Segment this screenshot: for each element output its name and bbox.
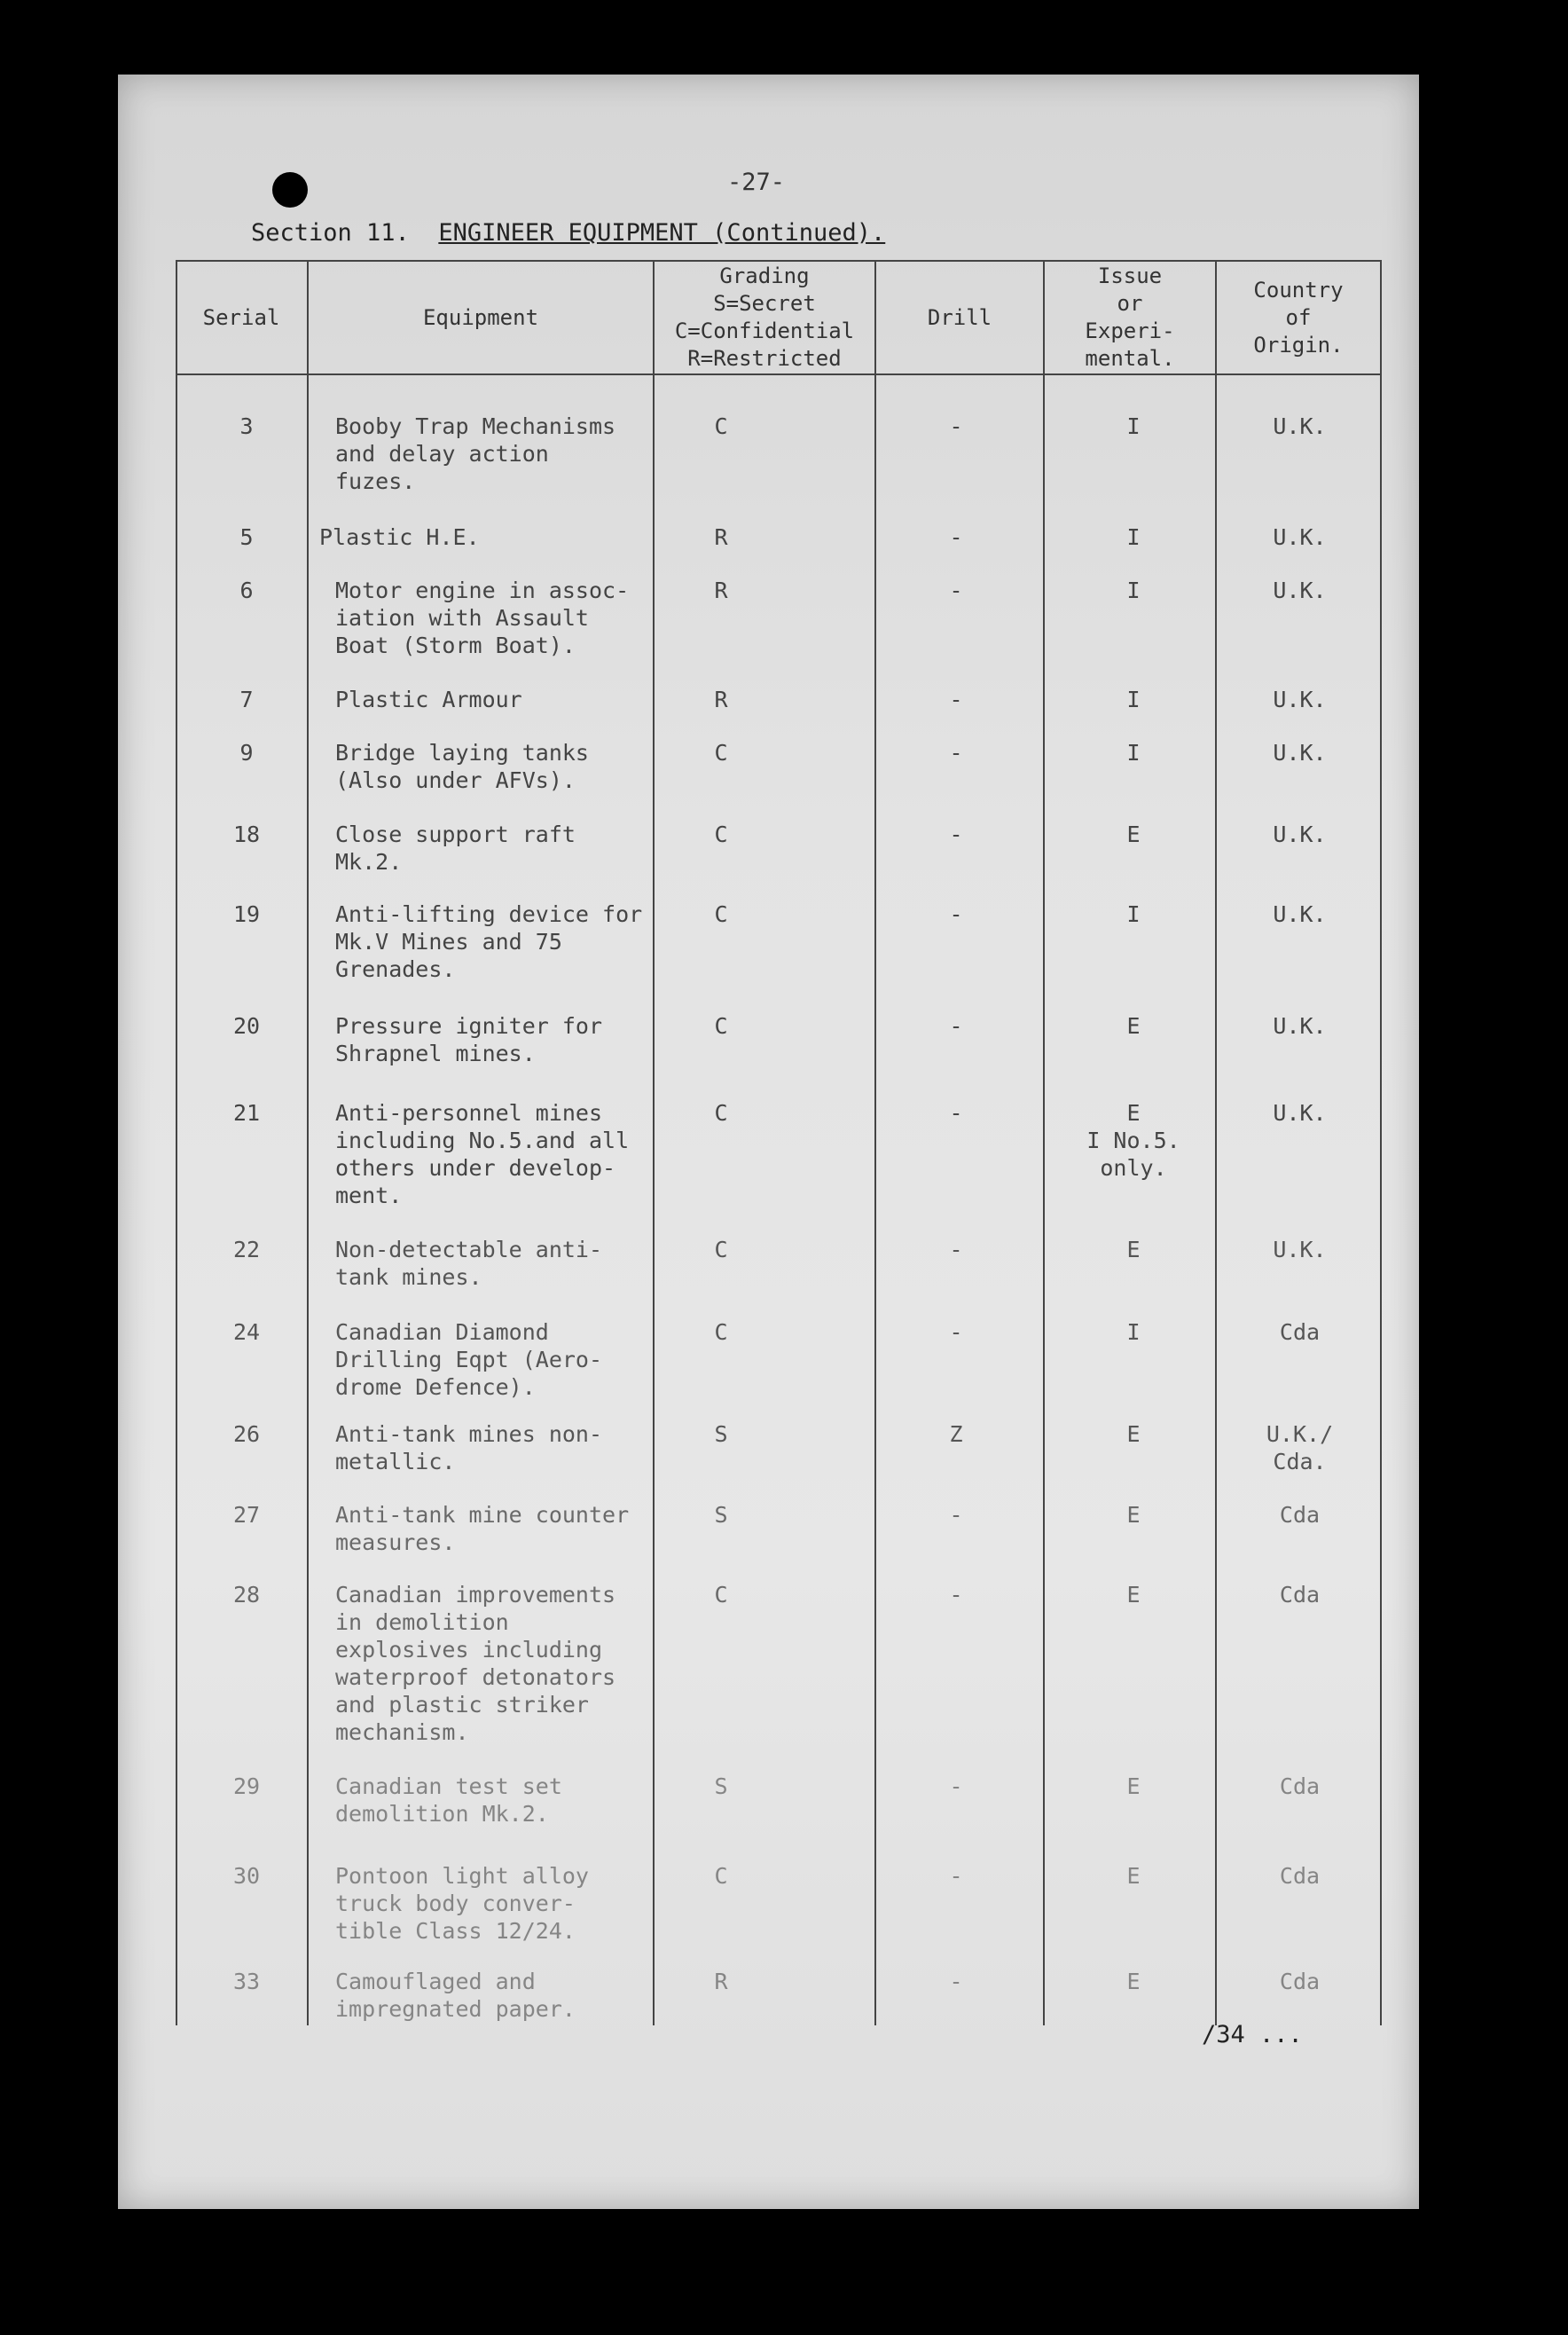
equipment-cell: Bridge laying tanks (Also under AFVs).: [335, 740, 589, 793]
header-serial: Serial: [202, 304, 280, 330]
country-cell: Cda: [1279, 1319, 1321, 1345]
equipment-cell: Canadian test set demolition Mk.2.: [335, 1773, 562, 1827]
continuation-note: /34 ...: [1202, 2021, 1303, 2048]
serial-cell: 9: [239, 740, 254, 766]
page-number: -27-: [727, 169, 786, 196]
grading-cell: S: [714, 1773, 728, 1799]
issue-cell: E I No.5. only.: [1086, 1100, 1180, 1181]
equipment-cell: Plastic H.E.: [319, 524, 480, 550]
issue-cell: E: [1126, 1502, 1141, 1528]
equipment-table: [176, 260, 1382, 2025]
serial-cell: 22: [232, 1237, 261, 1262]
serial-cell: 26: [232, 1421, 261, 1447]
country-cell: U.K.: [1273, 1237, 1327, 1262]
grading-cell: R: [714, 687, 728, 712]
country-cell: U.K.: [1273, 822, 1327, 847]
equipment-cell: Plastic Armour: [335, 687, 522, 712]
drill-cell: -: [949, 578, 963, 603]
section-heading: [251, 219, 885, 247]
equipment-cell: Non-detectable anti- tank mines.: [335, 1237, 603, 1290]
grading-cell: C: [714, 1237, 728, 1262]
issue-cell: I: [1126, 687, 1141, 712]
serial-cell: 27: [232, 1502, 261, 1528]
drill-cell: -: [949, 524, 963, 550]
equipment-cell: Anti-personnel mines including No.5.and all others under develop- ment.: [335, 1100, 630, 1208]
equipment-cell: Close support raft Mk.2.: [335, 822, 576, 875]
equipment-cell: Pontoon light alloy truck body conver- tible Class 12/24.: [335, 1863, 589, 1944]
section-prefix: Section 11.: [251, 219, 410, 247]
grading-cell: C: [714, 901, 728, 927]
grading-cell: R: [714, 524, 728, 550]
equipment-cell: Anti-lifting device for Mk.V Mines and 75 Grenades.: [335, 901, 643, 982]
serial-cell: 18: [232, 822, 261, 847]
grading-cell: R: [714, 578, 728, 603]
grading-cell: S: [714, 1502, 728, 1528]
equipment-cell: Anti-tank mine counter measures.: [335, 1502, 630, 1555]
equipment-cell: Anti-tank mines non- metallic.: [335, 1421, 603, 1474]
equipment-cell: Pressure igniter for Shrapnel mines.: [335, 1013, 603, 1066]
drill-cell: -: [949, 687, 963, 712]
section-title: ENGINEER EQUIPMENT (Continued).: [438, 219, 886, 247]
header-equipment: Equipment: [422, 304, 539, 330]
drill-cell: -: [949, 822, 963, 847]
header-grading: Grading S=Secret C=Confidential R=Restricted: [674, 263, 855, 371]
header-country: Country of Origin.: [1253, 277, 1344, 358]
grading-cell: C: [714, 1319, 728, 1345]
equipment-cell: Canadian Diamond Drilling Eqpt (Aero- drome Defence).: [335, 1319, 603, 1400]
issue-cell: I: [1126, 901, 1141, 927]
country-cell: U.K./ Cda.: [1266, 1421, 1334, 1474]
grading-cell: R: [714, 1969, 728, 1994]
issue-cell: E: [1126, 1863, 1141, 1889]
country-cell: Cda: [1279, 1502, 1321, 1528]
header-issue: Issue or Experi- mental.: [1085, 263, 1175, 371]
issue-cell: E: [1126, 1969, 1141, 1994]
drill-cell: Z: [949, 1421, 963, 1447]
serial-cell: 28: [232, 1582, 261, 1608]
drill-cell: -: [949, 1773, 963, 1799]
serial-cell: 29: [232, 1773, 261, 1799]
grading-cell: C: [714, 1582, 728, 1608]
country-cell: Cda: [1279, 1582, 1321, 1608]
country-cell: U.K.: [1273, 1013, 1327, 1039]
country-cell: U.K.: [1273, 687, 1327, 712]
drill-cell: -: [949, 1013, 963, 1039]
serial-cell: 3: [239, 413, 254, 439]
country-cell: U.K.: [1273, 578, 1327, 603]
drill-cell: -: [949, 901, 963, 927]
grading-cell: S: [714, 1421, 728, 1447]
equipment-cell: Canadian improvements in demolition explosives including waterproof detonators and plastic striker mechanism.: [335, 1582, 616, 1745]
drill-cell: -: [949, 413, 963, 439]
issue-cell: I: [1126, 413, 1141, 439]
grading-cell: C: [714, 413, 728, 439]
serial-cell: 6: [239, 578, 254, 603]
drill-cell: -: [949, 1237, 963, 1262]
grading-cell: C: [714, 1100, 728, 1126]
issue-cell: I: [1126, 524, 1141, 550]
equipment-cell: Camouflaged and impregnated paper.: [335, 1969, 576, 2022]
drill-cell: -: [949, 1969, 963, 1994]
issue-cell: E: [1126, 1237, 1141, 1262]
grading-cell: C: [714, 822, 728, 847]
serial-cell: 33: [232, 1969, 261, 1994]
serial-cell: 5: [239, 524, 254, 550]
serial-cell: 19: [232, 901, 261, 927]
issue-cell: E: [1126, 1013, 1141, 1039]
country-cell: Cda: [1279, 1773, 1321, 1799]
country-cell: Cda: [1279, 1969, 1321, 1994]
issue-cell: I: [1126, 578, 1141, 603]
equipment-cell: Booby Trap Mechanisms and delay action fuzes.: [335, 413, 616, 494]
serial-cell: 7: [239, 687, 254, 712]
country-cell: U.K.: [1273, 524, 1327, 550]
grading-cell: C: [714, 1863, 728, 1889]
country-cell: U.K.: [1273, 740, 1327, 766]
drill-cell: -: [949, 1863, 963, 1889]
equipment-cell: Motor engine in assoc- iation with Assault Boat (Storm Boat).: [335, 578, 630, 658]
drill-cell: -: [949, 1502, 963, 1528]
grading-cell: C: [714, 740, 728, 766]
serial-cell: 24: [232, 1319, 261, 1345]
serial-cell: 20: [232, 1013, 261, 1039]
serial-cell: 30: [232, 1863, 261, 1889]
issue-cell: I: [1126, 740, 1141, 766]
drill-cell: -: [949, 740, 963, 766]
issue-cell: I: [1126, 1319, 1141, 1345]
punch-hole: [272, 172, 308, 208]
serial-cell: 21: [232, 1100, 261, 1126]
header-drill: Drill: [927, 304, 992, 330]
country-cell: Cda: [1279, 1863, 1321, 1889]
country-cell: U.K.: [1273, 413, 1327, 439]
grading-cell: C: [714, 1013, 728, 1039]
country-cell: U.K.: [1273, 901, 1327, 927]
issue-cell: E: [1126, 1421, 1141, 1447]
issue-cell: E: [1126, 1582, 1141, 1608]
drill-cell: -: [949, 1100, 963, 1126]
drill-cell: -: [949, 1319, 963, 1345]
country-cell: U.K.: [1273, 1100, 1327, 1126]
issue-cell: E: [1126, 1773, 1141, 1799]
issue-cell: E: [1126, 822, 1141, 847]
drill-cell: -: [949, 1582, 963, 1608]
